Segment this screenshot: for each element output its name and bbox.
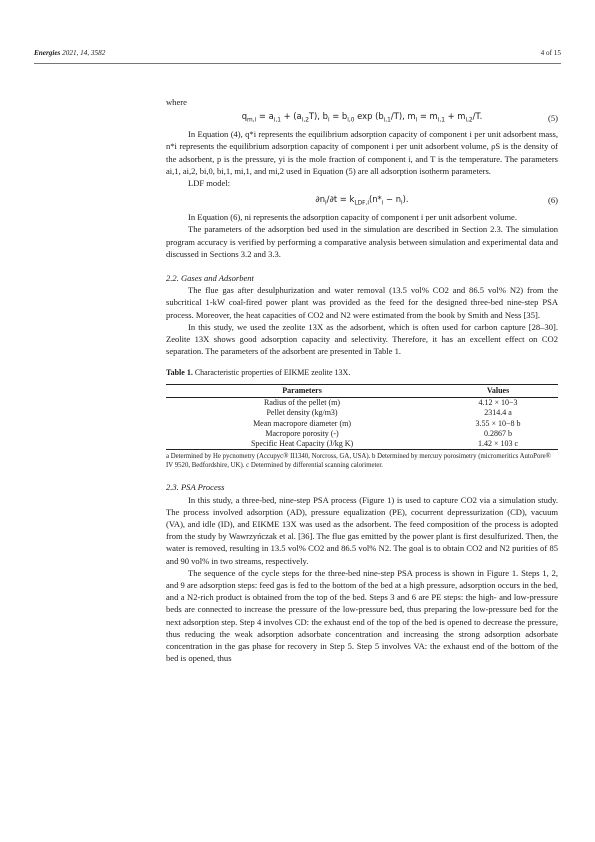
equation-6 — [166, 189, 558, 211]
ldf-label: LDF model: — [188, 178, 231, 189]
paragraph-psa-2: The sequence of the cycle steps for the three-bed nine-step PSA process is shown in Figure 1. Steps 1, 2, and 9 are adsorption steps: feed gas is fed to the bottom of the bed at a high pressure, adsorption occurs in the bed, and a N2-rich product is obtained from the top of the bed. Steps 3 and 6 are PE steps: the high- and low-pressure beds are connected to increase the pressure of the low-pressure bed, thus preparing the low-pressure bed for the next adsorption step. Step 4 involves CD: the exhaust end of the top of the bed is opened to decrease the pressure, thus reducing the weak adsorption adsorbate concentration and increasing the strong adsorption adsorbate concentration in the gas phase for recovery in Step 5. Step 5 involves VA: the exhaust end of the bottom of the bed is opened, thus — [166, 567, 558, 664]
paragraph-zeolite: In this study, we used the zeolite 13X as the adsorbent, which is often used for carbon capture [28–30]. Zeolite 13X shows good adsorption capacity and selectivity. Therefore, it has an excellent effect on CO2 separation. The parameters of the adsorbent are presented in Table 1. — [166, 321, 558, 357]
table-header-parameters: Parameters — [282, 385, 322, 395]
paragraph-eq4: In Equation (4), q*i represents the equilibrium adsorption capacity of component i per unit adsorbent mass, n*i represents the equilibrium adsorption capacity of component i per unit adsorbent volume, ρS is the density of the adsorbent, p is the pressure, yi is the mole fraction of component i, and T is the temperature. The parameters ai,1, ai,2, bi,0, bi,1, mi,1, and mi,2 used in Equation (5) are all adsorption isotherm parameters. — [166, 129, 558, 176]
table-1 — [166, 384, 558, 451]
paragraph-psa-1: In this study, a three-bed, nine-step PSA process (Figure 1) is used to capture CO2 via a simulation study. The process involved adsorption (AD), pressure equalization (PE), cocurrent depressurization (CD), vacuum (VA), and idle (ID), and EIKME 13X was used as the adsorbent. The feed composition of the process is adopted from the study by Wawrzyńczak et al. [36]. The flue gas emitted by the power plant is first desulfurized. Then, the water is removed, resulting in 13.5 vol% CO2 and 86.5 vol% N2. The goal is to obtain CO2 and N2 purities of 85 and 90 vol% in two streams, respectively. — [166, 494, 558, 566]
journal-citation: Energies 2021, 14, 3582 — [34, 49, 106, 57]
table-row: Macropore porosity (-) 0.2867 b — [265, 428, 513, 438]
table-row: Radius of the pellet (m) 4.12 × 10−3 — [264, 397, 518, 407]
where-line: where — [166, 97, 187, 107]
header-rule — [34, 63, 561, 64]
equation-6-body: $\partial n_i/\partial t = k_{LDF,i}(n*_i - n_i)$. — [315, 194, 409, 207]
table-row: Pellet density (kg/m3) 2314.4 a — [266, 408, 512, 418]
table-1-caption: Table 1. Characteristic properties of EIKME zeolite 13X. — [166, 368, 351, 378]
table-1-footnote: a Determined by He pycnometry (Accupyc® II1340, Norcross, GA, USA). b Determined by mercury porosimetry (micromeritics AutoPore® IV 9520, Bedfordshire, UK). c Determined by differential scanning calorimeter. — [166, 453, 551, 469]
table-row: Specific Heat Capacity (J/kg K) 1.42 × 103 c — [166, 439, 558, 450]
paragraph-eq6: In Equation (6), ni represents the adsorption capacity of component i per unit adsorbent volume. — [188, 212, 517, 223]
equation-5-number: (5) — [548, 113, 558, 124]
paragraph-params: The parameters of the adsorption bed used in the simulation are described in Section 2.3. The simulation program accuracy is verified by performing a comparative analysis between simulation and experimental data and discussed in Sections 3.2 and 3.3. — [166, 224, 558, 259]
equation-5-body: $q_{m,i} = a_{i,1} + (a_{i,2}T)$, $b_i = b_{i,0}$ $\exp (b_{i,1}/T)$, $m_i = m_{i,1} + m_{i,2}/T$. — [241, 111, 483, 124]
table-header-values: Values — [486, 385, 510, 395]
page-number: 4 of 15 — [540, 49, 561, 57]
table-row: Mean macropore diameter (m) 3.55 × 10−8 b — [253, 418, 521, 428]
equation-5 — [166, 108, 558, 128]
main-column — [166, 96, 558, 664]
section-heading-2-2: 2.2. Gases and Adsorbent — [166, 273, 254, 284]
equation-6-number: (6) — [548, 195, 558, 206]
running-header — [34, 49, 561, 61]
paragraph-flue: The flue gas after desulphurization and water removal (13.5 vol% CO2 and 86.5 vol% N2) from the subcritical 1-kW coal-fired power plant was provided as the feed for the designed three-bed nine-step PSA process. Moreover, the heat capacities of CO2 and N2 were estimated from the book by Smith and Ness [35]. — [166, 285, 558, 320]
section-heading-2-3: 2.3. PSA Process — [166, 482, 225, 493]
